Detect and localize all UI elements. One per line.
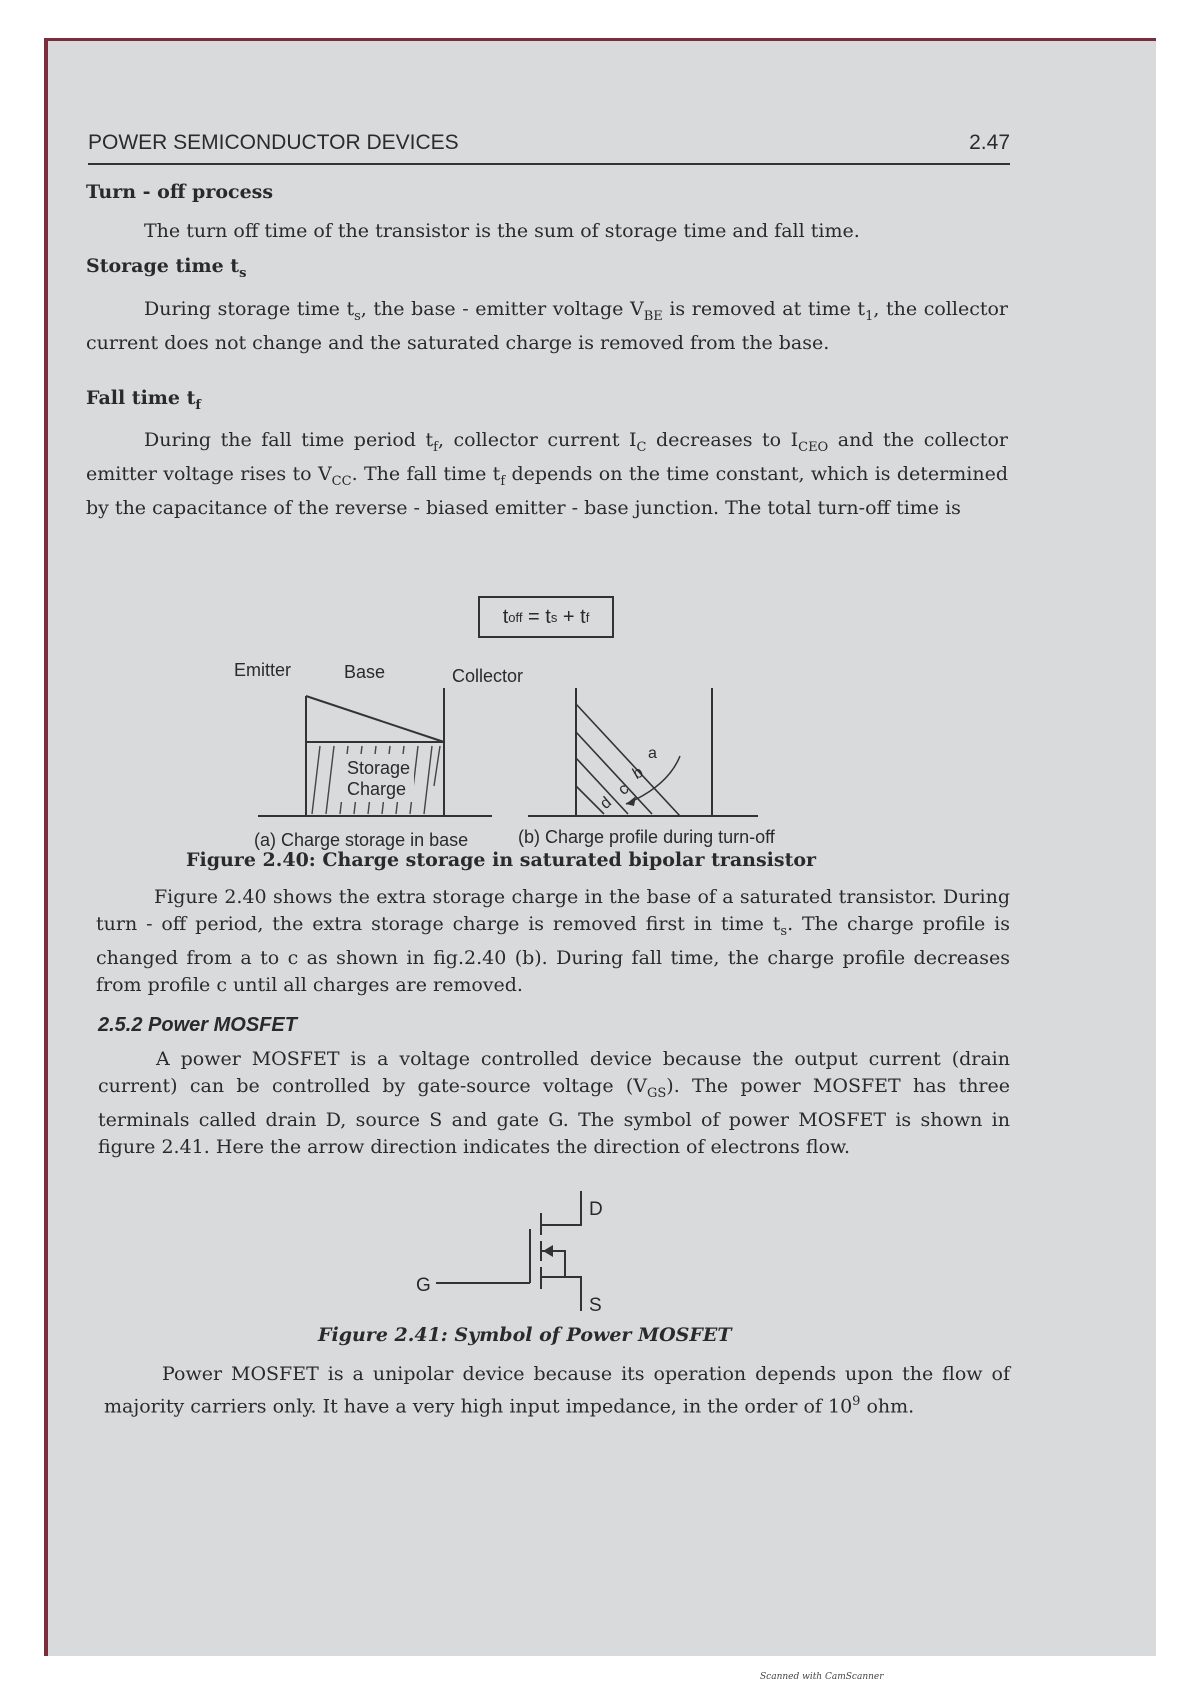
header-rule: [88, 163, 1010, 165]
paragraph-power-mosfet: A power MOSFET is a voltage controlled device because the output current (drain current) can be controlled by gate-source voltage $(V_{GS})$. The power MOSFET has three terminals called drain D, source S and gate G. The symbol of power MOSFET is shown in figure 2.41. Here the arrow direction indicates the direction of electrons flow.: [98, 1048, 1011, 1158]
heading-turn-off: Turn - off process: [86, 181, 274, 203]
source-lead: [565, 1277, 581, 1311]
paragraph-storage-time: During storage time $t_s$, the base - emitter voltage $V_{BE}$ is removed at time $t_1$, the collector current does not change and the saturated charge is removed from the base.: [86, 298, 1008, 354]
heading-fall-time: Fall time $t_f$: [86, 387, 201, 413]
profile-arrow: [626, 756, 680, 804]
figure-2-40-title: Figure 2.40: Charge storage in saturated bipolar transistor: [186, 849, 817, 871]
label-gate: G: [416, 1275, 431, 1296]
label-drain: D: [589, 1199, 603, 1220]
label-profile-b: b: [630, 763, 647, 783]
paragraph-turn-off: The turn off time of the transistor is the sum of storage time and fall time.: [144, 220, 860, 242]
label-collector: Collector: [452, 666, 524, 686]
figure-2-41-title: Figure 2.41: Symbol of Power MOSFET: [318, 1324, 732, 1346]
scanner-watermark: Scanned with CamScanner: [760, 1672, 884, 1682]
label-emitter: Emitter: [234, 660, 292, 680]
page-number: 2.47: [969, 131, 1010, 154]
channel-arrow-icon: [543, 1245, 553, 1257]
label-storage-charge: Charge: [347, 779, 407, 799]
paragraph-fall-time: During the fall time period $t_f$, collector current $I_C$ decreases to $I_{CEO}$ and the collector emitter voltage rises to $V_{CC}$. The fall time $t_f$ depends on the time constant, which is determined by the capacitance of the reverse - biased emitter - base junction. The total turn-off time is: [86, 429, 1008, 519]
caption-a: (a) Charge storage in base: [254, 830, 469, 850]
mosfet-symbol: [403, 1189, 633, 1319]
figure-2-40-diagram: [228, 646, 848, 856]
section-heading-power-mosfet: 2.5.2 Power MOSFET: [98, 1014, 297, 1036]
label-base: Base: [344, 662, 386, 682]
running-header: [88, 131, 1010, 155]
header-title: POWER SEMICONDUCTOR DEVICES: [88, 131, 459, 154]
label-source: S: [589, 1295, 602, 1316]
drain-lead: [541, 1191, 581, 1225]
paragraph-unipolar: Power MOSFET is a unipolar device because its operation depends upon the flow of majority carriers only. It have a very high input impedance, in the order of $10^9$ ohm.: [104, 1363, 1010, 1418]
label-profile-a: a: [648, 745, 657, 762]
heading-storage-time: Storage time $t_s$: [86, 255, 247, 281]
label-profile-d: d: [597, 793, 615, 813]
label-storage: Storage: [347, 758, 411, 778]
profile-a-line: [576, 704, 680, 816]
caption-b: (b) Charge profile during turn-off: [518, 827, 775, 847]
turn-off-equation-box: t off = t s + t f: [478, 596, 614, 638]
label-profile-c: c: [615, 780, 633, 799]
charge-gradient-line: [306, 696, 444, 742]
paragraph-figure-2-40: Figure 2.40 shows the extra storage charge in the base of a saturated transistor. During turn - off period, the extra storage charge is removed first in time $t_s$. The charge profile is changed from a to c as shown in fig.2.40 (b). During fall time, the charge profile decreases from profile c until all charges are removed.: [96, 886, 1010, 996]
scanned-page: [44, 38, 1156, 1656]
